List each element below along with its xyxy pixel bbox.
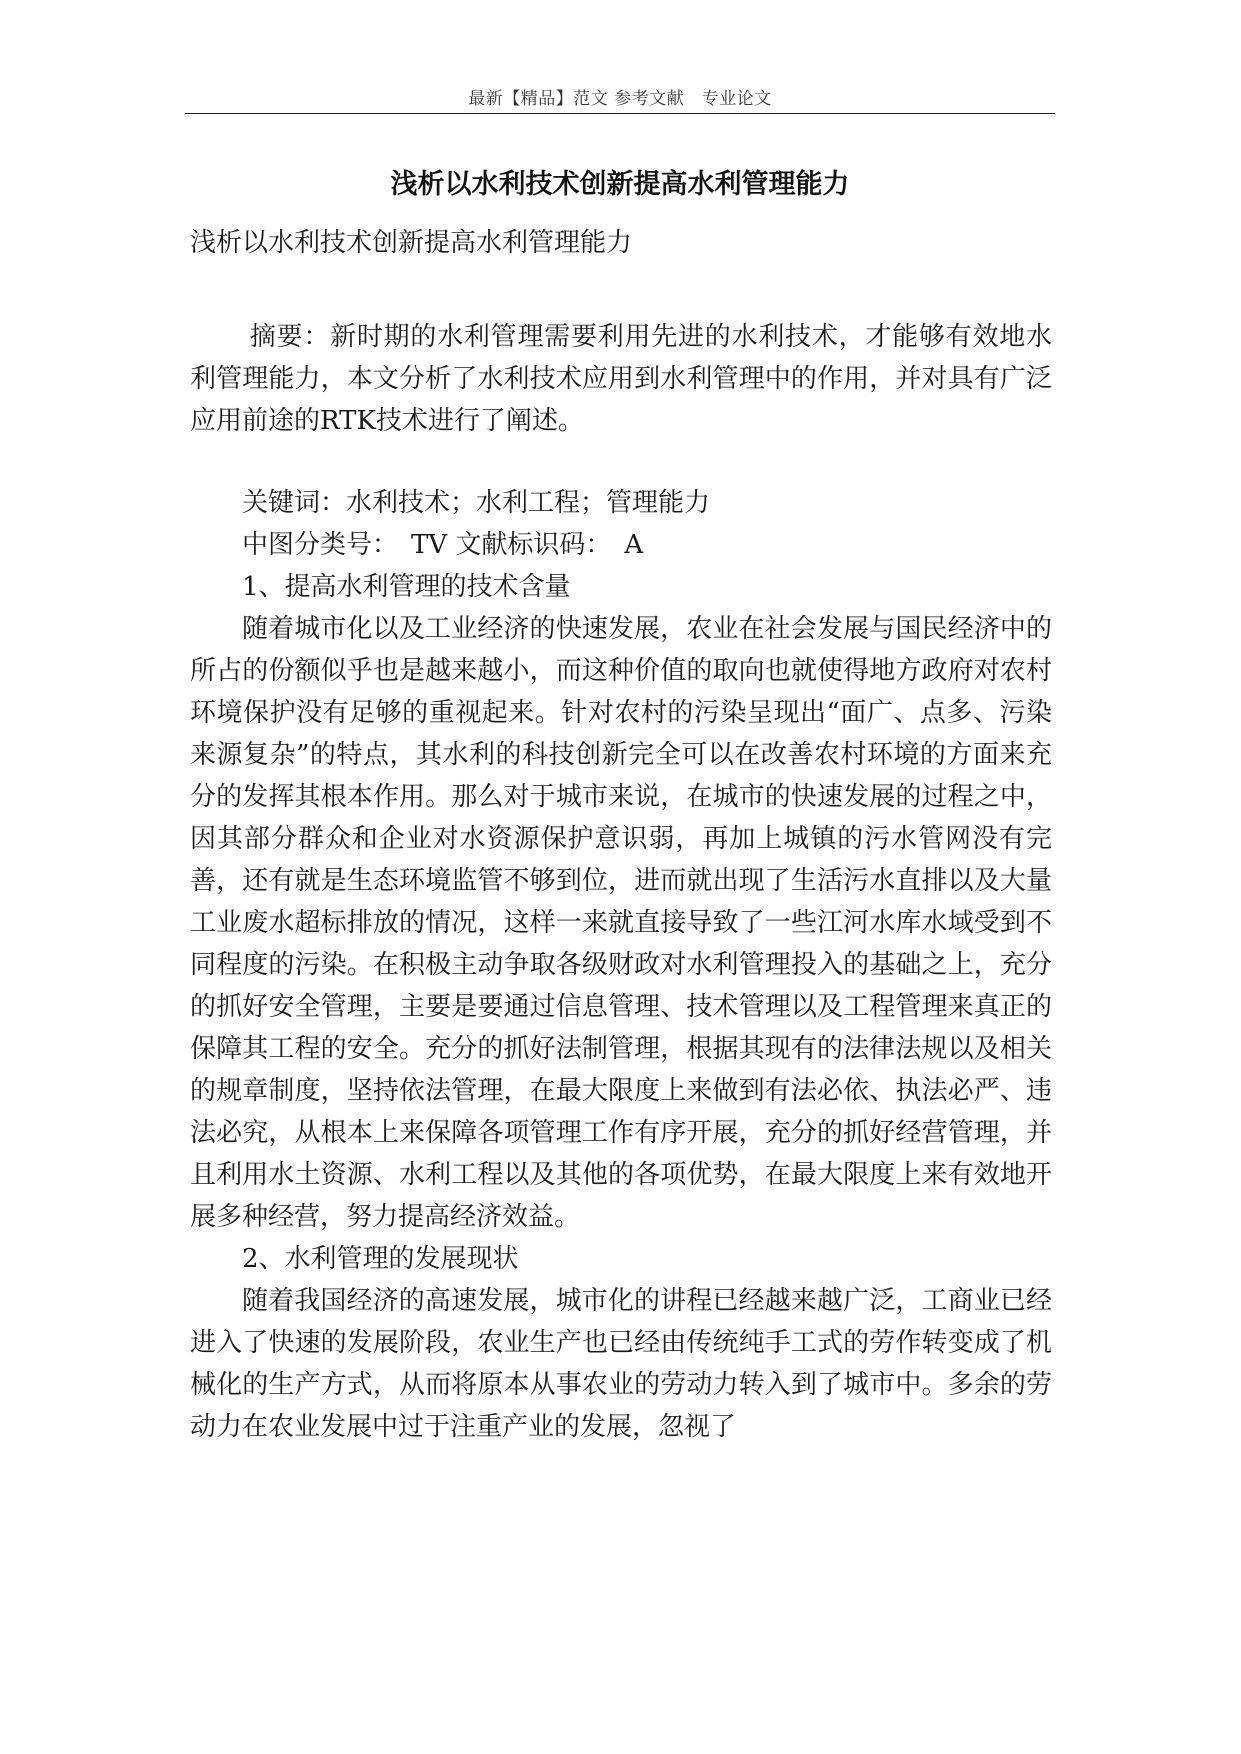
- section-paragraph-1: 随着城市化以及工业经济的快速发展，农业在社会发展与国民经济中的所占的份额似乎也是越来越小，而这种价值的取向也就使得地方政府对农村环境保护没有足够的重视起来。针对农村的污染呈现出“面广、点多、污染来源复杂”的特点，其水利的科技创新完全可以在改善农村环境的方面来充分的发挥其根本作用。那么对于城市来说，在城市的快速发展的过程之中，因其部分群众和企业对水资源保护意识弱，再加上城镇的污水管网没有完善，还有就是生态环境监管不够到位，进而就出现了生活污水直排以及大量工业废水超标排放的情况，这样一来就直接导致了一些江河水库水域受到不同程度的污染。在积极主动争取各级财政对水利管理投入的基础之上，充分的抓好安全管理，主要是要通过信息管理、技术管理以及工程管理来真正的保障其工程的安全。充分的抓好法制管理，根据其现有的法律法规以及相关的规章制度，坚持依法管理，在最大限度上来做到有法必依、执法必严、违法必究，从根本上来保障各项管理工作有序开展，充分的抓好经营管理，并且利用水土资源、水利工程以及其他的各项优势，在最大限度上来有效地开展多种经营，努力提高经济效益。: [190, 614, 1052, 1232]
- section-heading-2: 2、水利管理的发展现状: [242, 1244, 519, 1274]
- keywords-line: 关键词：水利技术；水利工程；管理能力: [242, 488, 711, 518]
- page-title: 浅析以水利技术创新提高水利管理能力: [390, 169, 850, 200]
- header-divider: [185, 113, 1055, 114]
- document-body: [190, 222, 1052, 1448]
- running-header: 最新【精品】范文 参考文献 专业论文: [468, 89, 772, 109]
- subtitle: 浅析以水利技术创新提高水利管理能力: [190, 228, 633, 258]
- classification-line: 中图分类号： TV 文献标识码： A: [242, 530, 644, 560]
- section-paragraph-2: 随着我国经济的高速发展，城市化的讲程已经越来越广泛，工商业已经进入了快速的发展阶段，农业生产也已经由传统纯手工式的劳作转变成了机械化的生产方式，从而将原本从事农业的劳动力转入到了城市中。多余的劳动力在农业发展中过于注重产业的发展，忽视了: [190, 1286, 1052, 1442]
- abstract-paragraph: 摘要：新时期的水利管理需要利用先进的水利技术，才能够有效地水利管理能力，本文分析了水利技术应用到水利管理中的作用，并对具有广泛应用前途的RTK技术进行了阐述。: [190, 322, 1052, 436]
- section-heading-1: 1、提高水利管理的技术含量: [242, 572, 571, 602]
